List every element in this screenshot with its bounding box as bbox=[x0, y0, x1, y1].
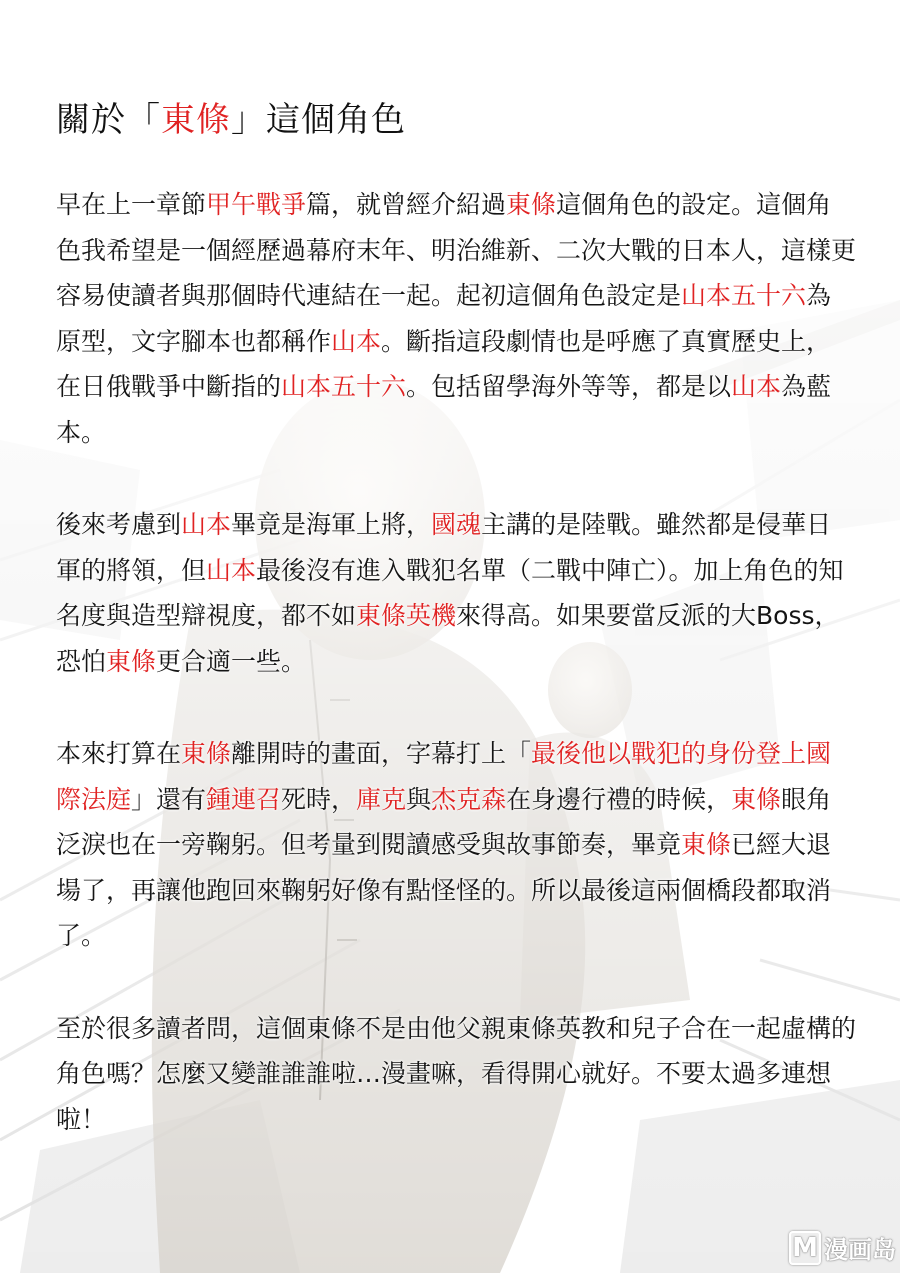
highlighted-term: 庫克 bbox=[356, 784, 407, 814]
text-segment: 更合適一些。 bbox=[156, 646, 307, 676]
text-segment: 至於很多讀者問，這個東條不是由他父親東條英教和兒子合在一起虛構的角色嗎？怎麼又變誰誰誰啦…漫畫嘛，看得開心就好。不要太過多連想啦！ bbox=[56, 1013, 857, 1134]
watermark-text: 漫画岛 bbox=[824, 1236, 896, 1264]
site-watermark bbox=[789, 1230, 896, 1265]
text-segment: 眼角泛淚也在一旁鞠躬。但考量到閱讀感受與故事節奏，畢竟 bbox=[56, 784, 832, 859]
highlighted-term: 國魂 bbox=[431, 510, 482, 539]
text-segment: 後來考慮到 bbox=[56, 510, 182, 539]
highlighted-term: 山本 bbox=[731, 372, 782, 401]
text-segment: 最後沒有進入戰犯名單（二戰中陣亡）。加上角色的知名度與造型辯視度，都不如 bbox=[56, 555, 844, 630]
text-segment: 這個角色的設定。這個角色我希望是一個經歷過幕府末年、明治維新、二次大戰的日本人，這樣更容易使讀者與那個時代連結在一起。起初這個角色設定是 bbox=[56, 190, 857, 310]
watermark-logo-icon: M bbox=[789, 1231, 821, 1265]
text-segment: 離開時的畫面，字幕打上「 bbox=[231, 739, 532, 768]
highlighted-term: 山本五十六 bbox=[281, 372, 407, 401]
text-segment: 。斷指這段劇情也是呼應了真實歷史上，在日俄戰爭中斷指的 bbox=[56, 326, 832, 401]
highlighted-term: 山本五十六 bbox=[681, 281, 807, 310]
text-segment: 」還有 bbox=[131, 784, 207, 814]
text-segment: 死時， bbox=[281, 784, 357, 814]
highlighted-term: 山本 bbox=[331, 326, 382, 356]
highlighted-term: 東條 bbox=[506, 190, 557, 219]
text-segment: 來得高。如果要當反派的大Boss，恐怕 bbox=[56, 601, 840, 676]
highlighted-term: 最後他以戰犯的身份登上國際法庭 bbox=[56, 739, 832, 814]
paragraph-4 bbox=[56, 1006, 856, 1143]
text-segment: 已經大退場了，再讓他跑回來鞠躬好像有點怪怪的。所以最後這兩個橋段都取消了。 bbox=[56, 830, 832, 950]
text-segment: 為藍本。 bbox=[56, 372, 832, 447]
text-segment: 。包括留學海外等等，都是以 bbox=[406, 372, 732, 401]
highlighted-term: 東條 bbox=[181, 739, 232, 768]
highlighted-term: 東條 bbox=[681, 830, 732, 859]
paragraph-1 bbox=[56, 182, 856, 455]
highlighted-term: 甲午戰爭 bbox=[206, 190, 307, 219]
text-segment: 在身邊行禮的時候， bbox=[506, 784, 732, 814]
text-segment: 畢竟是海軍上將， bbox=[231, 510, 432, 539]
highlighted-term: 山本 bbox=[181, 510, 232, 539]
highlighted-term: 東條英機 bbox=[356, 601, 457, 630]
highlighted-term: 東條 bbox=[106, 646, 157, 676]
text-segment: 為原型，文字腳本也都稱作 bbox=[56, 281, 832, 356]
text-segment: 主講的是陸戰。雖然都是侵華日軍的將領，但 bbox=[56, 510, 832, 585]
paragraph-3 bbox=[56, 731, 856, 959]
text-segment: 」這個角色 bbox=[231, 100, 406, 140]
highlighted-term: 鍾連召 bbox=[206, 784, 282, 814]
article-body bbox=[56, 96, 856, 1189]
highlighted-term: 東條 bbox=[731, 784, 782, 814]
highlighted-term: 東條 bbox=[161, 100, 231, 140]
highlighted-term: 山本 bbox=[206, 555, 257, 585]
text-segment: 與 bbox=[406, 784, 432, 814]
text-segment: 關於「 bbox=[56, 100, 161, 140]
text-segment: 早在上一章節 bbox=[56, 190, 207, 219]
text-segment: 篇，就曾經介紹過 bbox=[306, 190, 507, 219]
page-title bbox=[56, 96, 856, 144]
text-segment: 本來打算在 bbox=[56, 739, 182, 768]
highlighted-term: 杰克森 bbox=[431, 784, 507, 814]
paragraph-2 bbox=[56, 502, 856, 684]
